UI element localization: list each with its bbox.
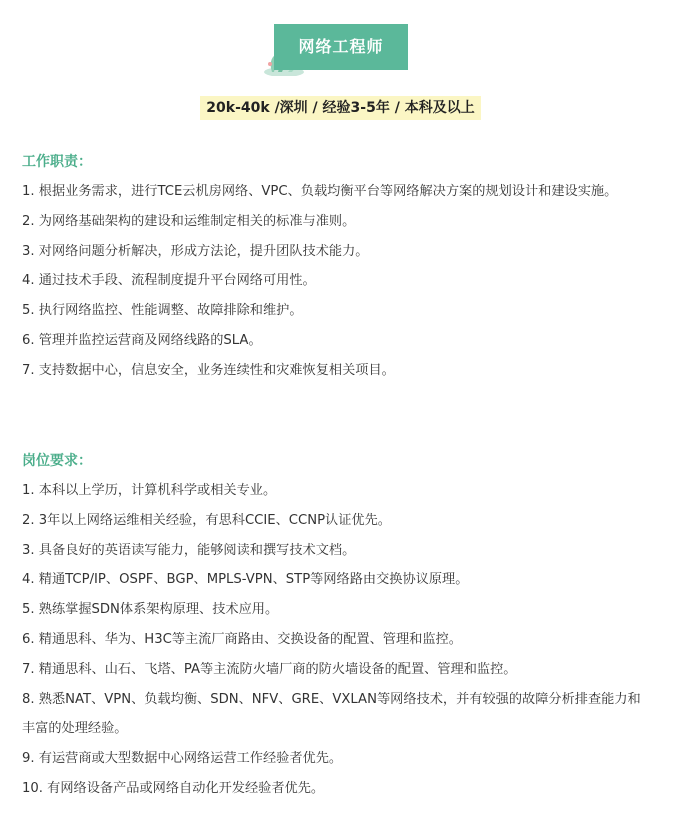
list-item: 2. 3年以上网络运维相关经验，有思科CCIE、CCNP认证优先。 [22,512,391,528]
list-item: 4. 通过技术手段、流程制度提升平台网络可用性。 [22,273,316,289]
list-item: 3. 具备良好的英语读写能力，能够阅读和撰写技术文档。 [22,542,356,558]
list-item: 1. 本科以上学历，计算机科学或相关专业。 [22,483,277,498]
requirements-heading: 岗位要求： [22,453,92,469]
list-item: 7. 支持数据中心，信息安全，业务连续性和灾难恢复相关项目。 [22,362,395,378]
title-banner [262,24,410,74]
list-item: 4. 精通TCP/IP、OSPF、BGP、MPLS-VPN、STP等网络路由交换协议原理。 [22,572,469,588]
list-item: 2. 为网络基础架构的建设和运维制定相关的标准与准则。 [22,213,356,229]
list-item: 6. 精通思科、华为、H3C等主流厂商路由、交换设备的配置、管理和监控。 [22,631,462,647]
list-item: 1. 根据业务需求，进行TCE云机房网络、VPC、负载均衡平台等网络解决方案的规划设计和建设实施。 [22,184,618,199]
list-item: 8. 熟悉NAT、VPN、负载均衡、SDN、NFV、GRE、VXLAN等网络技术，并有较强的故障分析排查能力和丰富的处理经验。 [22,691,641,737]
responsibilities-list [22,177,652,386]
page-title: 网络工程师 [274,24,408,70]
requirements-list [22,476,652,804]
list-item: 7. 精通思科、山石、飞塔、PA等主流防火墙厂商的防火墙设备的配置、管理和监控。 [22,661,517,677]
list-item: 3. 对网络问题分析解决，形成方法论，提升团队技术能力。 [22,243,369,259]
list-item: 9. 有运营商或大型数据中心网络运营工作经验者优先。 [22,751,343,767]
job-summary [0,96,681,120]
list-item: 5. 熟练掌握SDN体系架构原理、技术应用。 [22,602,279,618]
list-item: 6. 管理并监控运营商及网络线路的SLA。 [22,332,262,348]
responsibilities-heading: 工作职责： [22,154,92,170]
list-item: 10. 有网络设备产品或网络自动化开发经验者优先。 [22,780,325,796]
list-item: 5. 执行网络监控、性能调整、故障排除和维护。 [22,303,303,319]
job-summary-text: 20k-40k /深圳 / 经验3-5年 / 本科及以上 [200,96,480,120]
